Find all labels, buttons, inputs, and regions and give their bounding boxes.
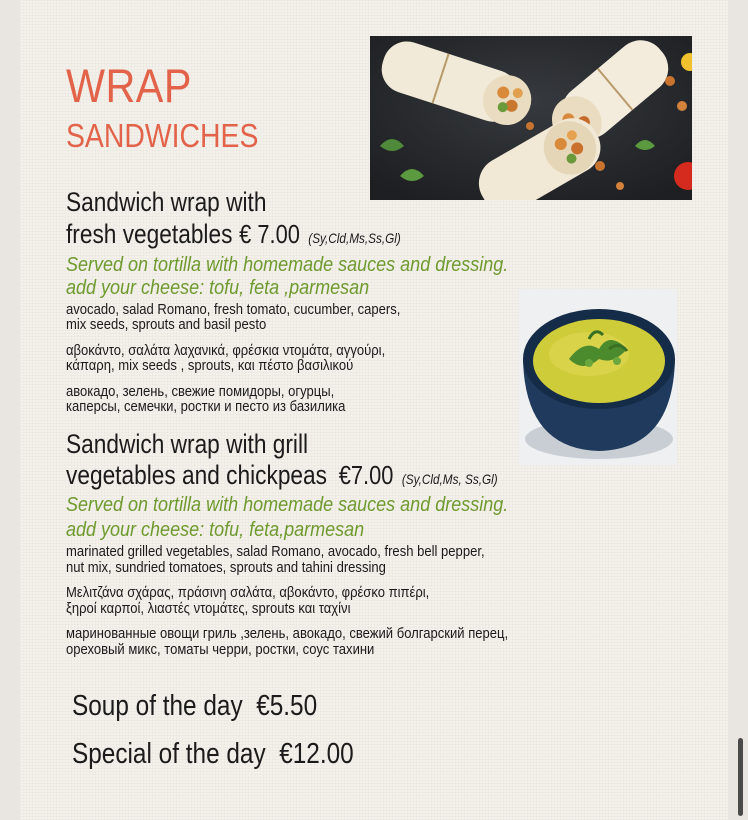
item-2-desc-en-1: marinated grilled vegetables, salad Romano, avocado, fresh bell pepper, <box>66 544 485 560</box>
item-1-allergens: (Sy,Cld,Ms,Ss,Gl) <box>308 230 401 246</box>
item-2-served: Served on tortilla with homemade sauces and dressing. <box>66 494 509 516</box>
special-of-the-day <box>72 738 354 771</box>
item-2-cheese: add your cheese: tofu, feta,parmesan <box>66 519 365 541</box>
item-1-desc-ru-2: каперсы, семечки, ростки и песто из базилика <box>66 399 346 415</box>
item-1-name-line1: Sandwich wrap with <box>66 187 267 217</box>
special-label: Special of the day <box>72 738 266 770</box>
section-subtitle: SANDWICHES <box>66 117 259 154</box>
item-1-name-line2: fresh vegetables <box>66 219 233 249</box>
item-1-desc-ru-1: авокадо, зелень, свежие помидоры, огурцы, <box>66 384 335 400</box>
soup-label: Soup of the day <box>72 690 243 722</box>
item-2-desc-gr-1: Μελιτζάνα σχάρας, πράσινη σαλάτα, αβοκάντο, φρέσκο πιπέρι, <box>66 585 430 601</box>
item-2-name-line1: Sandwich wrap with grill <box>66 429 309 459</box>
item-1-name-line2-row <box>66 218 401 254</box>
soup-of-the-day <box>72 690 317 723</box>
wrap-sandwiches-photo <box>370 36 692 200</box>
soup-price: €5.50 <box>256 690 318 722</box>
soup-photo <box>519 289 677 465</box>
item-1-price: € 7.00 <box>239 219 300 249</box>
item-2-allergens: (Sy,Cld,Ms, Ss,Gl) <box>401 471 498 487</box>
item-2-desc-en-2: nut mix, sundried tomatoes, sprouts and tahini dressing <box>66 560 386 576</box>
item-2-desc-ru-2: ореховый микс, томаты черри, ростки, соус тахини <box>66 642 375 658</box>
item-2-desc-ru-1: маринованные овощи гриль ,зелень, авокадо, свежий болгарский перец, <box>66 626 509 642</box>
item-2-desc-gr-2: ξηροί καρποί, λιαστές ντομάτες, sprouts και ταχίνι <box>66 601 351 617</box>
menu-page <box>20 0 728 820</box>
scrollbar[interactable] <box>738 738 743 816</box>
section-title: WRAP <box>66 59 192 112</box>
item-1-desc-gr-2: κάπαρη, mix seeds , sprouts, και πέστο βασιλικού <box>66 358 354 374</box>
item-1-served: Served on tortilla with homemade sauces and dressing. <box>66 254 509 276</box>
item-1-desc-en-2: mix seeds, sprouts and basil pesto <box>66 317 267 333</box>
item-1-cheese: add your cheese: tofu, feta ,parmesan <box>66 277 370 299</box>
special-price: €12.00 <box>279 738 354 770</box>
item-1-desc-en-1: avocado, salad Romano, fresh tomato, cucumber, capers, <box>66 302 401 318</box>
item-2-price: €7.00 <box>338 460 394 490</box>
item-2-name-line2: vegetables and chickpeas <box>66 460 328 490</box>
item-1-desc-gr-1: αβοκάντο, σαλάτα λαχανικά, φρέσκια ντομάτα, αγγούρι, <box>66 343 386 359</box>
item-2-name-line2-row <box>66 459 498 495</box>
